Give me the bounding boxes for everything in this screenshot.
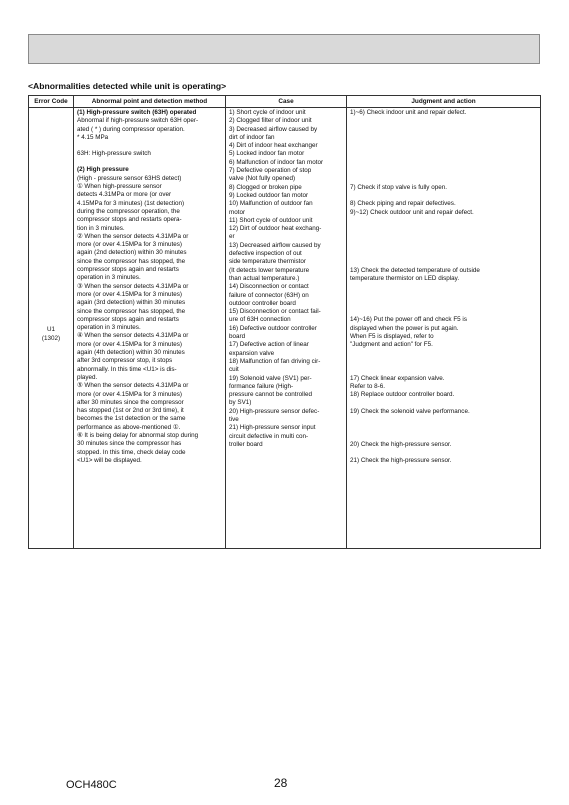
case-line: ure of 63H connection [229,316,291,324]
judgment-line: 21) Check the high-pressure sensor. [350,457,452,465]
detection-line: ① When high-pressure sensor [77,183,162,191]
judgment-line: 18) Replace outdoor controller board. [350,391,455,399]
detection-line: during the compressor operation, the [77,207,180,215]
case-line: 1) Short cycle of indoor unit [229,109,306,116]
detection-line: again (3rd detection) within 30 minutes [77,299,186,307]
header-case: Case [226,96,347,108]
judgment-line: 20) Check the high-pressure sensor. [350,440,452,448]
judgment-line: When F5 is displayed, refer to [350,333,434,341]
judgment-line [350,399,539,407]
case-line: valve (Not fully opened) [229,175,296,183]
judgment-line [350,300,539,308]
judgment-line [350,134,539,142]
detection-line: after 30 minutes since the compressor [77,398,184,406]
case-line: failure of connector (63H) on [229,291,309,299]
header-abnormal-point: Abnormal point and detection method [74,96,226,108]
detection-line: compressor stops and restarts opera- [77,216,182,224]
section-title: <Abnormalities detected while unit is operating> [28,81,227,91]
judgment-line [350,150,539,158]
detection-line: tion in 3 minutes. [77,224,125,232]
detection-line: Abnormal if high-pressure switch 63H oper- [77,117,199,125]
detection-line: ④ When the sensor detects 4.31MPa or [77,332,189,340]
case-line: 19) Solenoid valve (SV1) per- [229,374,312,382]
case-line: 9) Locked outdoor fan motor [229,191,309,199]
judgment-line [350,217,539,225]
case-line: 6) Malfunction of indoor fan motor [229,158,324,166]
case-line: tive [229,415,239,423]
case-line: troller board [229,440,263,448]
table-header-row [29,96,541,108]
judgment-line [350,433,539,441]
detection-line: more (or over 4.15MPa for 3 minutes) [77,390,182,398]
judgment-line: 8) Check piping and repair defectives. [350,200,456,208]
detection-line: more (or over 4.15MPa for 3 minutes) [77,241,182,249]
header-error-code: Error Code [29,96,74,108]
case-line: than actual temperature.) [229,274,300,282]
case-line: 12) Dirt of outdoor heat exchang- [229,225,322,233]
case-line: 2) Clogged filter of indoor unit [229,117,312,125]
judgment-line: displayed when the power is put again. [350,324,459,332]
case-line: pressure cannot be controlled [229,391,312,399]
detection-line: ated ( * ) during compressor operation. [77,125,185,133]
judgment-line [350,117,539,125]
judgment-line: 17) Check linear expansion valve. [350,374,445,382]
judgment-line [350,233,539,241]
judgment-line [350,142,539,150]
judgment-line [350,250,539,258]
judgment-line [350,225,539,233]
detection-line: again (2nd detection) within 30 minutes [77,249,187,257]
detection-heading: (2) High pressure [77,166,129,174]
case-line: board [229,333,246,341]
detection-line: after 3rd compressor stop, it stops [77,357,173,365]
judgment-line: 13) Check the detected temperature of outside [350,266,480,274]
detection-line: compressor stops again and restarts [77,315,179,323]
judgment-line [350,358,539,366]
detection-line: becomes the 1st detection or the same [77,415,186,423]
case-line: expansion valve [229,349,275,357]
judgment-line: temperature thermistor on LED display. [350,274,460,282]
case-line: 17) Defective action of linear [229,341,309,349]
detection-line: stopped. In this time, check delay code [77,448,186,456]
judgment-line [350,308,539,316]
page-number: 28 [274,776,288,790]
detection-line: more (or over 4.15MPa for 3 minutes) [77,290,182,298]
case-line: cuit [229,366,239,374]
case-line: 16) Defective outdoor controller [229,324,317,332]
case-line: 20) High-pressure sensor defec- [229,407,320,415]
judgment-line [350,126,539,134]
case-line: 4) Dirt of indoor heat exchanger [229,142,318,150]
case-line: 7) Defective operation of stop [229,167,312,175]
judgment-line [350,366,539,374]
case-line: formance failure (High- [229,382,294,390]
detection-line: ③ When the sensor detects 4.31MPa or [77,282,189,290]
detection-line: performance as above-mentioned ①. [77,423,181,431]
judgment-line: 14)~16) Put the power off and check F5 is [350,316,467,324]
judgment-line [350,283,539,291]
case-line: by SV1) [229,399,252,407]
judgment-line: 9)~12) Check outdoor unit and repair defect. [350,208,474,216]
case-line: side temperature thermistor [229,258,306,266]
error-code-cell [29,108,74,549]
judgment-line [350,258,539,266]
case-line: 8) Clogged or broken pipe [229,183,302,191]
abnormal-point-cell [74,108,226,549]
judgment-line: 19) Check the solenoid valve performance. [350,407,470,415]
line-gap [77,142,224,150]
case-line: motor [229,208,246,216]
case-line: dirt of indoor fan [229,133,275,141]
case-line: 11) Short cycle of outdoor unit [229,216,313,224]
judgment-line [350,242,539,250]
detection-line: * 4.15 MPa [77,133,109,141]
judgment-line: "Judgment and action" for F5. [350,341,433,349]
judgment-line [350,449,539,457]
detection-heading: (1) High-pressure switch (63H) operated [77,109,197,116]
judgment-line: Refer to 8-6. [350,382,385,390]
detection-line: 30 minutes since the compressor has [77,440,182,448]
case-line: 13) Decreased airflow caused by [229,241,321,249]
case-line: 3) Decreased airflow caused by [229,125,318,133]
detection-line: (High - pressure sensor 63HS detect) [77,174,182,182]
error-code: U1 [46,326,56,333]
header-band [28,34,540,64]
case-line: (It detects lower temperature [229,266,310,274]
detection-line: ② When the sensor detects 4.31MPa or [77,232,189,240]
detection-line: <U1> will be displayed. [77,456,142,464]
abnormality-table [28,95,541,549]
case-cell [226,108,347,549]
detection-line: abnormally. In this time <U1> is dis- [77,365,177,373]
detection-line: again (4th detection) within 30 minutes [77,349,185,357]
judgment-line: 7) Check if stop valve is fully open. [350,183,447,191]
judgment-line [350,175,539,183]
detection-line: operation in 3 minutes. [77,274,141,282]
case-line: 10) Malfunction of outdoor fan [229,200,313,208]
detection-line: ⑤ When the sensor detects 4.31MPa or [77,382,189,390]
detection-line: 4.15MPa for 3 minutes) (1st detection) [77,199,185,207]
detection-line: 63H: High-pressure switch [77,150,151,158]
case-line: 21) High-pressure sensor input [229,424,316,432]
case-line: 18) Malfunction of fan driving cir- [229,357,321,365]
case-line: outdoor controller board [229,299,296,307]
judgment-line [350,350,539,358]
case-line: er [229,233,235,241]
table-row [29,108,541,549]
detection-line: since the compressor has stopped, the [77,257,186,265]
case-line: 5) Locked indoor fan motor [229,150,305,158]
footer-model: OCH480C [66,779,117,791]
judgment-line [350,292,539,300]
detection-line: more (or over 4.15MPa for 3 minutes) [77,340,182,348]
detection-line: played. [77,373,98,381]
case-line: 15) Disconnection or contact fail- [229,308,321,316]
case-line: defective inspection of out [229,250,302,258]
judgment-line [350,416,539,424]
judgment-line [350,159,539,167]
detection-line: detects 4.31MPa or more (or over [77,191,172,199]
detection-line: ⑥ It is being delay for abnormal stop during [77,431,199,439]
detection-line: has stopped (1st or 2nd or 3rd time), it [77,407,184,415]
judgment-line [350,192,539,200]
detection-line: operation in 3 minutes. [77,324,141,332]
judgment-line: 1)~6) Check indoor unit and repair defect. [350,109,467,116]
detection-line: since the compressor has stopped, the [77,307,186,315]
case-line: 14) Disconnection or contact [229,283,309,291]
line-gap [77,158,224,166]
judgment-cell [347,108,541,549]
case-line: circuit defective in multi con- [229,432,309,440]
judgment-line [350,167,539,175]
judgment-line [350,424,539,432]
error-code-number: (1302) [41,335,61,343]
detection-line: compressor stops again and restarts [77,266,179,274]
header-judgment: Judgment and action [347,96,541,108]
